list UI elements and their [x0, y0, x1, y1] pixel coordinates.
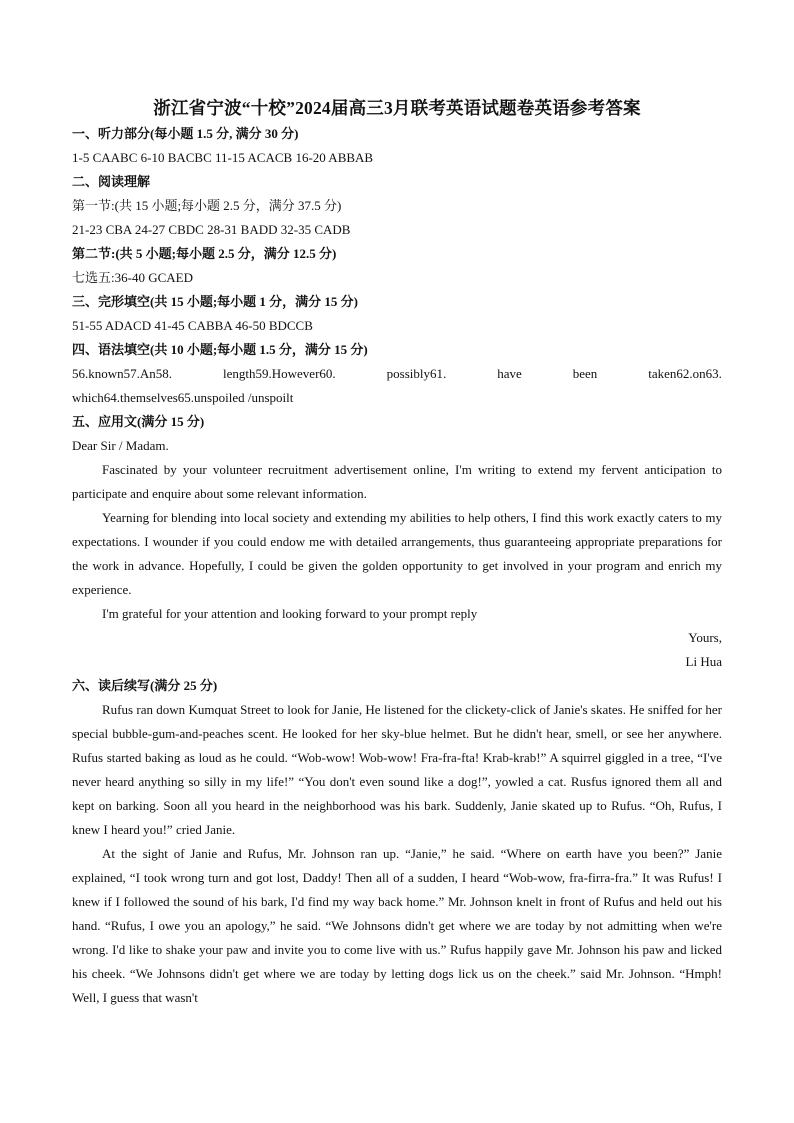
listening-heading: 一、听力部分(每小题 1.5 分, 满分 30 分) — [72, 126, 299, 141]
letter-paragraph: Yearning for blending into local society and extending my abilities to help others, I find this work exactly caters to my expectations. I wounder if you could endow me with detailed arrangements, thus guaranteeing appropriate preparations for the work in advance. Hopefully, I could be given the golden opportunity to get involved in your program and enrich my experience. — [72, 510, 722, 597]
reading-part1-heading: 第一节:(共 15 小题;每小题 2.5 分，满分 37.5 分) — [72, 198, 342, 213]
letter-signature: Li Hua — [685, 654, 722, 669]
page-title: 浙江省宁波“十校”2024届高三3月联考英语试题卷英语参考答案 — [153, 98, 641, 118]
continuation-heading: 六、读后续写(满分 25 分) — [72, 678, 218, 693]
listening-answers: 1-5 CAABC 6-10 BACBC 11-15 ACACB 16-20 ABBAB — [72, 150, 374, 165]
answer-sheet — [72, 96, 722, 1010]
cloze-answers: 51-55 ADACD 41-45 CABBA 46-50 BDCCB — [72, 318, 313, 333]
letter-closing: Yours, — [688, 630, 722, 645]
grammar-token: been — [572, 366, 598, 381]
grammar-token: have — [497, 366, 522, 381]
story-paragraph: Rufus ran down Kumquat Street to look for Janie, He listened for the clickety-click of Janie's skates. He sniffed for her special bubble-gum-and-peaches scent. He looked for her sky-blue helmet. But he didn't hear, smell, or see her anywhere. Rufus started baking as loud as he could. “Wob-wow! Wob-wow! Fra-fra-fta! Krab-krab!” A squirrel giggled in a tree, “I've never heard anything so silly in my life!” “You don't even sound like a dog!”, yowled a cat. Rusfus ignored them all and kept on barking. Soon all you heard in the neighborhood was his bark. Suddenly, Janie skated up to Rufus. “Oh, Rufus, I knew I heard you!” cried Janie. — [72, 702, 722, 837]
grammar-token: taken62.on63. — [648, 366, 722, 381]
cloze-heading: 三、完形填空(共 15 小题;每小题 1 分，满分 15 分) — [72, 294, 358, 309]
reading-heading: 二、阅读理解 — [72, 174, 151, 189]
reading-part2-heading: 第二节:(共 5 小题;每小题 2.5 分，满分 12.5 分) — [72, 246, 337, 261]
grammar-token: length59.However60. — [223, 366, 336, 381]
writing-heading: 五、应用文(满分 15 分) — [72, 414, 205, 429]
grammar-answers-line2: which64.themselves65.unspoiled /unspoilt — [72, 390, 294, 405]
grammar-token: 56.known57.An58. — [72, 366, 173, 381]
grammar-token: possibly61. — [386, 366, 447, 381]
reading-part1-answers: 21-23 CBA 24-27 CBDC 28-31 BADD 32-35 CADB — [72, 222, 351, 237]
grammar-heading: 四、语法填空(共 10 小题;每小题 1.5 分，满分 15 分) — [72, 342, 368, 357]
letter-salutation: Dear Sir / Madam. — [72, 438, 169, 453]
grammar-answers-line1 — [72, 362, 722, 386]
story-paragraph: At the sight of Janie and Rufus, Mr. Johnson ran up. “Janie,” he said. “Where on earth have you been?” Janie explained, “I took wrong turn and got lost, Daddy! Then all of a sudden, I heard “Wob-wow, fra-firra-fra.” It was Rufus! I knew if I followed the sound of his bark, I'd find my way back home.” Mr. Johnson knelt in front of Rufus and held out his hand. “Rufus, I owe you an apology,” he said. “We Johnsons didn't get where we are today by not admitting when we're wrong. I'd like to shake your paw and invite you to come live with us.” Rufus happily gave Mr. Johnson his paw and licked his cheek. “We Johnsons didn't get where we are today by letting dogs lick us on the cheek.” said Mr. Johnson. “Hmph! Well, I guess that wasn't — [72, 846, 722, 1005]
letter-paragraph: Fascinated by your volunteer recruitment advertisement online, I'm writing to extend my fervent anticipation to participate and enquire about some relevant information. — [72, 462, 722, 501]
reading-part2-answers: 七选五:36-40 GCAED — [72, 270, 193, 285]
letter-paragraph: I'm grateful for your attention and looking forward to your prompt reply — [102, 606, 478, 621]
